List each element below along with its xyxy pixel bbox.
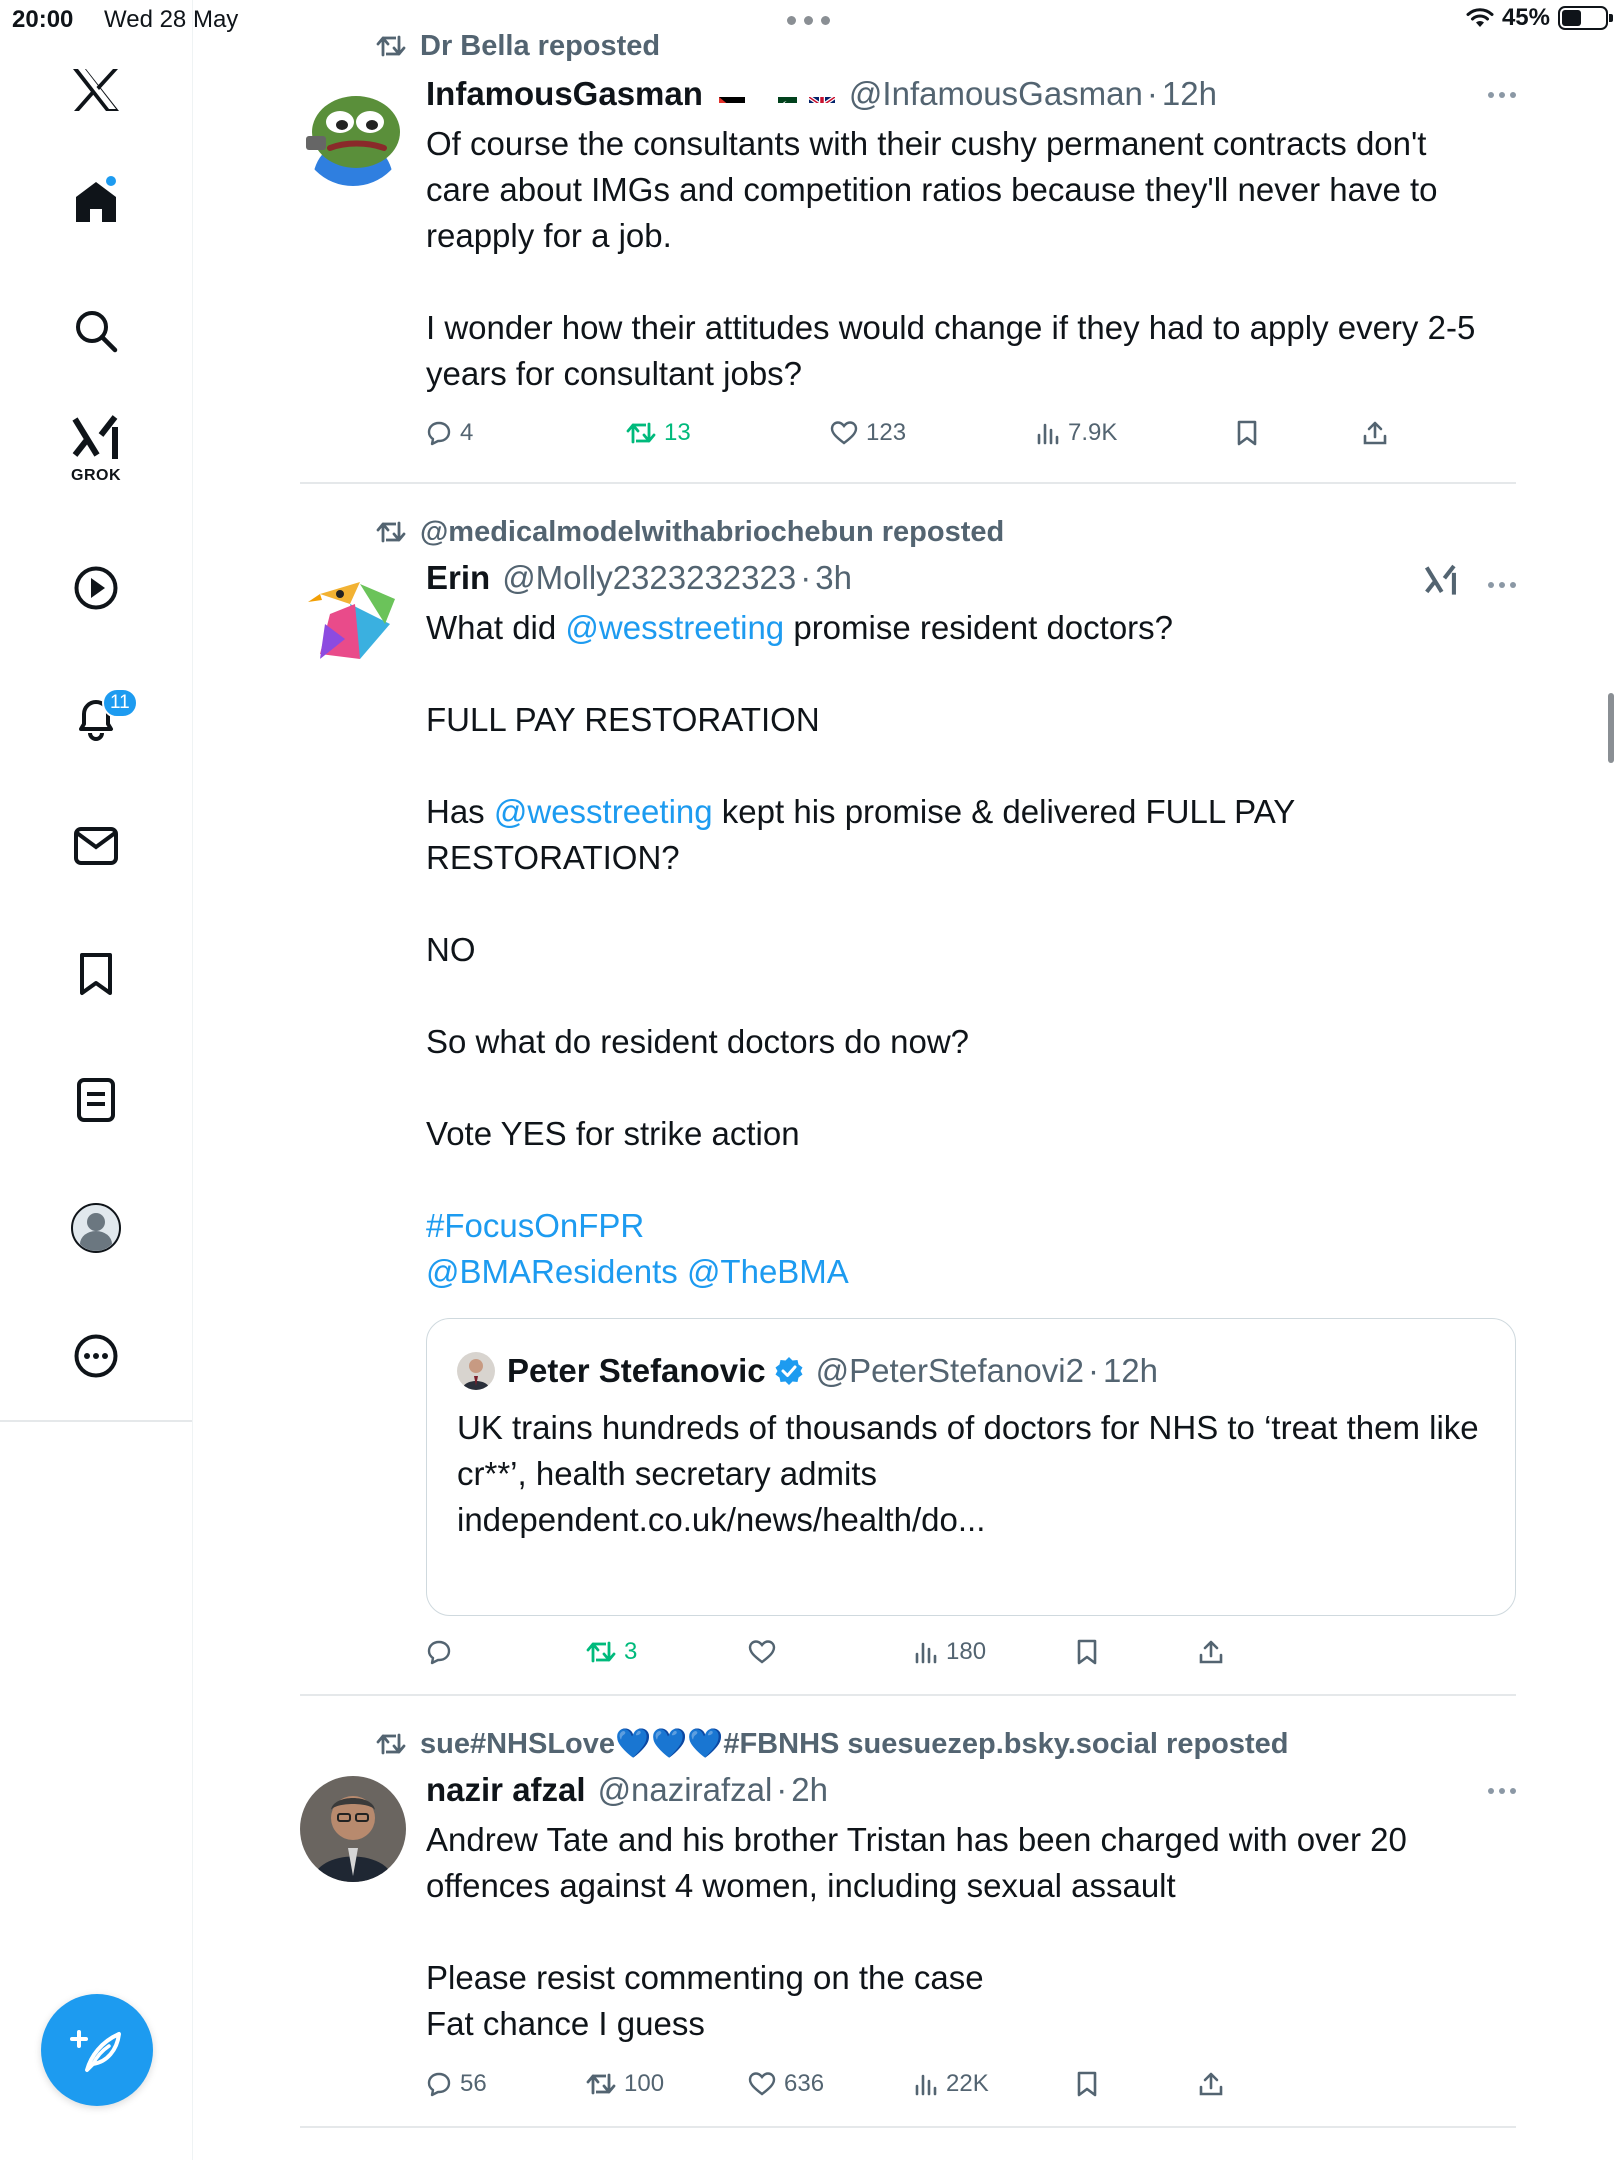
quote-time: 12h xyxy=(1102,1352,1158,1389)
views-icon xyxy=(914,1640,938,1664)
like-count: 123 xyxy=(866,419,907,446)
repost-count: 3 xyxy=(624,1638,638,1665)
status-date: Wed 28 May xyxy=(104,6,239,33)
avatar[interactable] xyxy=(300,1776,406,1882)
reply-icon xyxy=(426,420,452,446)
views-button[interactable] xyxy=(914,2064,989,2104)
post-time[interactable]: 12h xyxy=(1161,75,1217,112)
handle[interactable]: @nazirafzal xyxy=(597,1771,773,1808)
avatar[interactable] xyxy=(300,80,406,186)
nav-videos[interactable] xyxy=(56,548,136,628)
mention-link[interactable]: @TheBMA xyxy=(686,1253,849,1290)
status-time: 20:00 xyxy=(12,6,74,33)
quoted-post[interactable] xyxy=(426,1318,1516,1616)
search-icon xyxy=(74,309,118,353)
battery-icon xyxy=(1558,6,1608,30)
list-icon xyxy=(76,1077,116,1123)
palestine-flag-icon xyxy=(719,85,745,103)
nav-lists[interactable] xyxy=(56,1060,136,1140)
reply-icon xyxy=(426,2071,452,2097)
more-circle-icon xyxy=(73,1333,119,1379)
heart-icon xyxy=(748,1639,776,1665)
quote-header: Peter Stefanovic @PeterStefanovi2 · 12h xyxy=(457,1351,1158,1391)
pakistan-flag-icon xyxy=(771,85,797,103)
compose-button[interactable] xyxy=(41,1994,153,2106)
grok-icon[interactable] xyxy=(1424,564,1458,598)
bookmark-icon xyxy=(1076,2071,1098,2097)
like-count: 636 xyxy=(784,2070,825,2097)
nav-grok[interactable] xyxy=(56,410,136,490)
like-button[interactable] xyxy=(830,413,906,453)
mail-icon xyxy=(73,826,119,866)
hashtag-link[interactable]: #FocusOnFPR xyxy=(426,1207,645,1244)
display-name[interactable]: InfamousGasman xyxy=(426,75,703,112)
repost-count: 13 xyxy=(664,419,691,446)
bookmark-button[interactable] xyxy=(1076,2064,1098,2104)
notifications-badge: 11 xyxy=(102,688,138,718)
repost-count: 100 xyxy=(624,2070,665,2097)
timeline-feed xyxy=(300,0,1516,2160)
compose-feather-icon xyxy=(69,2022,125,2078)
nav-search[interactable] xyxy=(56,291,136,371)
share-button[interactable] xyxy=(1198,1632,1224,1672)
bookmark-button[interactable] xyxy=(1076,1632,1098,1672)
share-icon xyxy=(1198,1639,1224,1665)
nav-more[interactable] xyxy=(56,1316,136,1396)
post-divider xyxy=(300,1694,1516,1696)
post-header: Erin @Molly2323232323 · 3h xyxy=(426,559,852,596)
post-header: nazir afzal @nazirafzal · 2h xyxy=(426,1771,829,1808)
battery-percent: 45% xyxy=(1501,4,1550,31)
views-icon xyxy=(1036,421,1060,445)
post-paragraph: So what do resident doctors do now? xyxy=(426,1023,970,1060)
post-paragraph: I wonder how their attitudes would change if they had to apply every 2-5 years for consultant jobs? xyxy=(426,309,1476,392)
view-count: 7.9K xyxy=(1068,419,1118,446)
post-paragraph: Of course the consultants with their cushy permanent contracts don't care about IMGs and competition ratios because they'll never have to reapply for a job. xyxy=(426,125,1438,254)
scrollbar-thumb[interactable] xyxy=(1608,693,1614,763)
post-actions xyxy=(426,1632,1426,1672)
post-paragraph: Please resist commenting on the case xyxy=(426,1959,984,1996)
reply-icon xyxy=(426,1639,452,1665)
post-actions xyxy=(426,2064,1426,2104)
view-count: 180 xyxy=(946,1638,987,1665)
handle[interactable]: @Molly2323232323 xyxy=(502,559,797,596)
repost-indicator xyxy=(376,1726,1289,1762)
post-text xyxy=(426,121,1496,397)
post-time[interactable]: 3h xyxy=(815,559,852,596)
sidebar-divider xyxy=(0,1420,192,1422)
nav-home[interactable] xyxy=(56,162,136,242)
grok-icon xyxy=(71,415,121,463)
x-logo-icon[interactable] xyxy=(56,50,136,130)
share-icon xyxy=(1362,420,1388,446)
repost-by: Dr Bella reposted xyxy=(420,29,661,62)
post-paragraph: Fat chance I guess xyxy=(426,2005,705,2042)
post-header: InfamousGasman @InfamousGasman · 12h xyxy=(426,74,1217,114)
post-paragraph: NO xyxy=(426,931,476,968)
nav-messages[interactable] xyxy=(56,806,136,886)
post-paragraph: Andrew Tate and his brother Tristan has been charged with over 20 offences against 4 women, including sexual assault xyxy=(426,1821,1407,1904)
post-text: What did @wesstreeting promise resident doctors? FULL PAY RESTORATION Has @wesstreeting kept his promise & delivered FULL PAY RESTORATION? NO So what do resident doctors do now? Vote YES for strike action #FocusOnFPR @BMAResidents @TheBMA xyxy=(426,605,1496,1295)
post-actions xyxy=(426,413,1426,453)
quote-text: UK trains hundreds of thousands of doctors for NHS to ‘treat them like cr**’, health secretary admits independent.co.uk/news/health/do... xyxy=(457,1405,1487,1543)
repost-icon xyxy=(376,519,406,545)
quote-link[interactable]: independent.co.uk/news/health/do... xyxy=(457,1501,986,1538)
nav-bookmarks[interactable] xyxy=(56,934,136,1014)
more-options-icon[interactable] xyxy=(1474,578,1516,592)
bookmark-icon xyxy=(1236,420,1258,446)
mention-link[interactable]: @BMAResidents xyxy=(426,1253,678,1290)
reply-button[interactable] xyxy=(426,413,473,453)
post-paragraph: FULL PAY RESTORATION xyxy=(426,701,820,738)
bookmark-icon xyxy=(76,951,116,997)
repost-indicator xyxy=(376,514,1004,550)
post-divider xyxy=(300,482,1516,484)
share-button[interactable] xyxy=(1362,413,1388,453)
repost-icon xyxy=(376,1731,406,1757)
repost-button[interactable] xyxy=(626,413,691,453)
repost-by: sue#NHSLove💙💙💙#FBNHS suesuezep.bsky.social reposted xyxy=(420,1728,1289,1760)
nav-profile[interactable] xyxy=(56,1188,136,1268)
like-button[interactable] xyxy=(748,1632,776,1672)
repost-icon xyxy=(626,420,656,446)
verified-badge-icon xyxy=(774,1356,804,1386)
post-paragraph: Vote YES for strike action xyxy=(426,1115,800,1152)
more-options-icon[interactable] xyxy=(1474,1784,1516,1798)
grok-label: GROK xyxy=(71,467,121,484)
display-name[interactable]: nazir afzal xyxy=(426,1771,586,1808)
view-count: 22K xyxy=(946,2070,989,2097)
views-icon xyxy=(914,2072,938,2096)
quote-handle: @PeterStefanovi2 xyxy=(815,1352,1084,1389)
bookmark-icon xyxy=(1076,1639,1098,1665)
heart-icon xyxy=(748,2071,776,2097)
like-button[interactable] xyxy=(748,2064,824,2104)
post-text xyxy=(426,1817,1496,2047)
post-time[interactable]: 2h xyxy=(791,1771,829,1808)
mention-link[interactable]: @wesstreeting xyxy=(565,609,785,646)
repost-by: @medicalmodelwithabriochebun reposted xyxy=(420,515,1005,548)
repost-icon xyxy=(376,33,406,59)
avatar[interactable] xyxy=(300,564,406,670)
mention-link[interactable]: @wesstreeting xyxy=(493,793,713,830)
handle[interactable]: @InfamousGasman xyxy=(848,75,1143,112)
nav-notifications[interactable] xyxy=(56,678,136,758)
quote-display-name: Peter Stefanovic xyxy=(507,1352,766,1389)
repost-button[interactable] xyxy=(586,2064,664,2104)
more-options-icon[interactable] xyxy=(1474,88,1516,102)
reply-button[interactable] xyxy=(426,2064,487,2104)
sidebar xyxy=(0,0,193,2160)
repost-icon xyxy=(586,1639,616,1665)
reply-count: 4 xyxy=(460,419,474,446)
play-icon xyxy=(73,565,119,611)
repost-indicator xyxy=(376,28,660,64)
repost-button[interactable] xyxy=(586,1632,637,1672)
reply-count: 56 xyxy=(460,2070,487,2097)
reply-button[interactable] xyxy=(426,1632,452,1672)
views-button[interactable] xyxy=(1036,413,1117,453)
repost-icon xyxy=(586,2071,616,2097)
quote-avatar xyxy=(457,1352,495,1390)
profile-avatar-icon xyxy=(70,1202,122,1254)
home-new-dot xyxy=(104,174,118,188)
views-button[interactable] xyxy=(914,1632,986,1672)
heart-icon xyxy=(830,420,858,446)
share-icon xyxy=(1198,2071,1224,2097)
uk-flag-icon xyxy=(809,85,835,103)
display-name[interactable]: Erin xyxy=(426,559,491,596)
share-button[interactable] xyxy=(1198,2064,1224,2104)
post-divider xyxy=(300,2126,1516,2128)
bookmark-button[interactable] xyxy=(1236,413,1258,453)
